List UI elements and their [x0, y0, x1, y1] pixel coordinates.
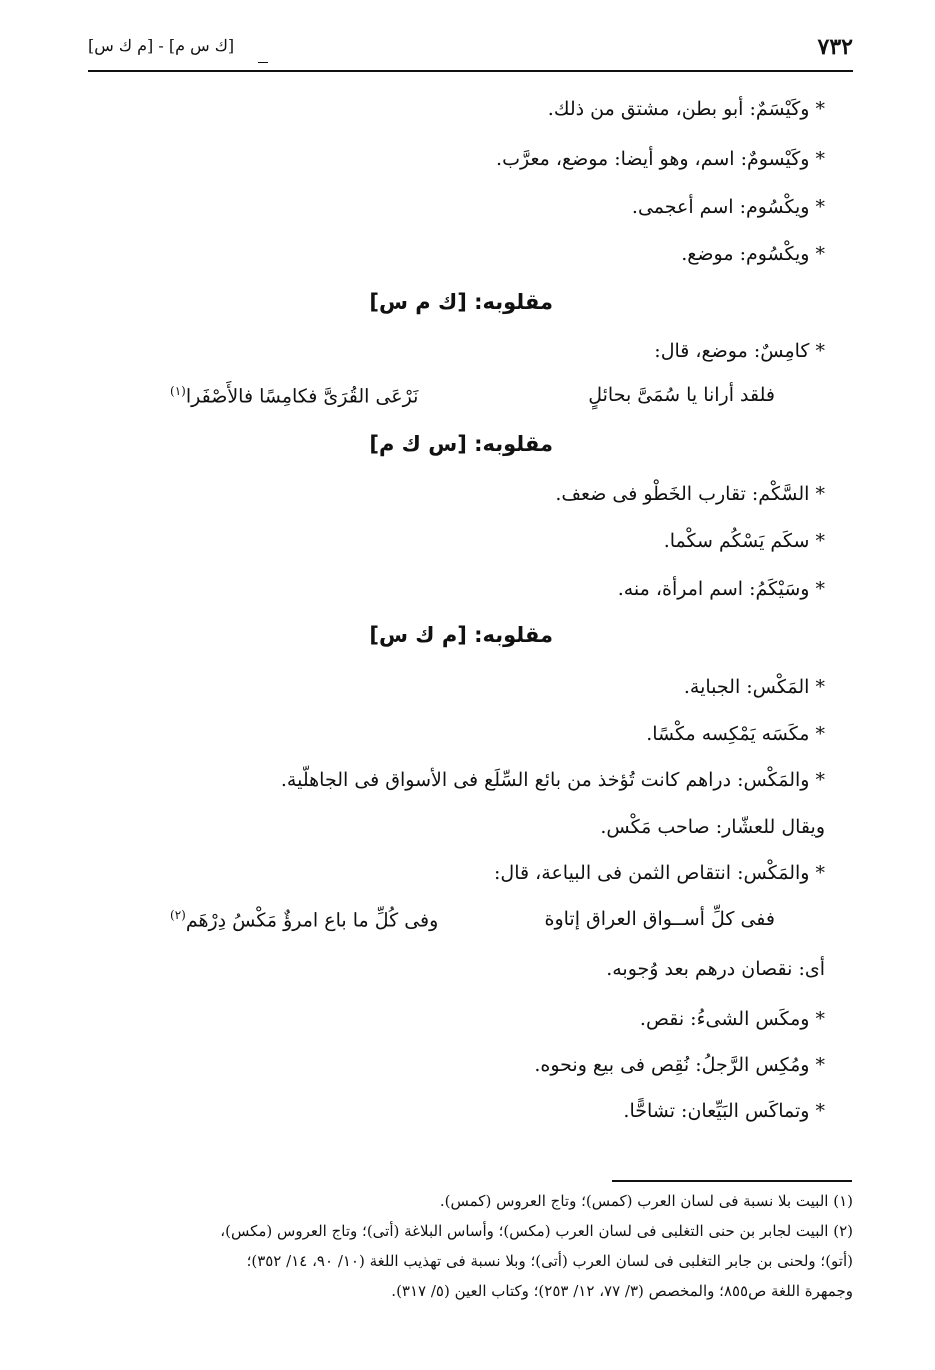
- entry-line: * ويكْسُوم: اسم أعجمى.: [631, 196, 825, 218]
- verse-second-hemistich: [170, 384, 418, 407]
- footnote-marker: (١): [170, 384, 186, 398]
- section-heading: مقلوبه: [ك م س]: [369, 290, 553, 314]
- header-rule: [88, 70, 853, 72]
- entry-line: * وتماكَس البَيِّعان: تشاحًّا.: [623, 1100, 825, 1122]
- verse-first-hemistich: ففى كلِّ أســواق العراق إتاوة: [544, 908, 775, 930]
- footnote-line: (١) البيت بلا نسبة فى لسان العرب (كمس)؛ وتاج العروس (كمس).: [439, 1192, 853, 1210]
- entry-line: * ويكْسُوم: موضع.: [681, 243, 825, 265]
- entry-line: * سكَم يَسْكُم سكْما.: [663, 530, 825, 552]
- entry-line: * والمَكْس: انتقاص الثمن فى البياعة، قال:: [494, 862, 825, 884]
- section-heading: مقلوبه: [س ك م]: [369, 432, 553, 456]
- entry-line: * وكَيْسَمٌ: أبو بطن، مشتق من ذلك.: [547, 98, 825, 120]
- verse-second-text: وفى كُلِّ ما باع امرؤٌ مَكْسُ دِرْهَم: [185, 909, 439, 932]
- verse-line: [130, 908, 825, 938]
- entry-line: * المَكْس: الجباية.: [683, 676, 825, 698]
- entry-line: * والمَكْس: دراهم كانت تُؤخذ من بائع السِّلَع فى الأسواق فى الجاهلّية.: [280, 769, 825, 791]
- entry-line: * ومكَس الشىءُ: نقص.: [639, 1008, 825, 1030]
- verse-first-hemistich: فلقد أرانا يا سُمَىَّ بحائلٍ: [588, 384, 775, 406]
- page-number: ٧٣٢: [817, 34, 853, 60]
- entry-line: * السَّكْم: تقارب الخَطْو فى ضعف.: [555, 483, 825, 505]
- footnote-rule: [612, 1180, 852, 1182]
- verse-second-text: نَرْعَى القُرَىَّ فكامِسًا فالأَصْفَرا: [185, 385, 419, 408]
- header-tick-mark: [258, 62, 268, 63]
- entry-line: أى: نقصان درهم بعد وُجوبه.: [606, 958, 825, 980]
- verse-line: [130, 384, 825, 414]
- footnote-marker: (٢): [170, 908, 186, 922]
- page-header: [88, 30, 853, 70]
- footnote-line: وجمهرة اللغة ص٨٥٥؛ والمخصص (٣/ ٧٧، ١٢/ ٢٥٣)؛ وكتاب العين (٥/ ٣١٧).: [391, 1282, 853, 1300]
- section-heading: مقلوبه: [م ك س]: [369, 623, 553, 647]
- entry-line: * وسَيْكَمُ: اسم امرأة، منه.: [617, 578, 825, 600]
- footnote-line: (٢) البيت لجابر بن حنى التغلبى فى لسان العرب (مكس)؛ وأساس البلاغة (أتى)؛ وتاج العروس (مكس)،: [220, 1222, 853, 1240]
- entry-line: * ومُكِس الرَّجلُ: نُقِص فى بيع ونحوه.: [534, 1054, 825, 1076]
- verse-second-hemistich: [170, 908, 438, 931]
- running-head: [ك س م] - [م ك س]: [88, 36, 235, 55]
- entry-line: * وكَيْسومٌ: اسم، وهو أيضا: موضع، معرَّب.: [496, 148, 825, 170]
- entry-line: ويقال للعشّار: صاحب مَكْس.: [600, 816, 825, 838]
- footnote-line: (أتو)؛ ولحنى بن جابر التغلبى فى لسان العرب (أتى)؛ وبلا نسبة فى تهذيب اللغة (١٠/ ٩٠، ١٤/ ٣٥٢)؛: [246, 1252, 853, 1270]
- entry-line: * مكَسَه يَمْكِسه مكْسًا.: [646, 723, 825, 745]
- entry-line: * كامِسٌ: موضع، قال:: [654, 340, 825, 362]
